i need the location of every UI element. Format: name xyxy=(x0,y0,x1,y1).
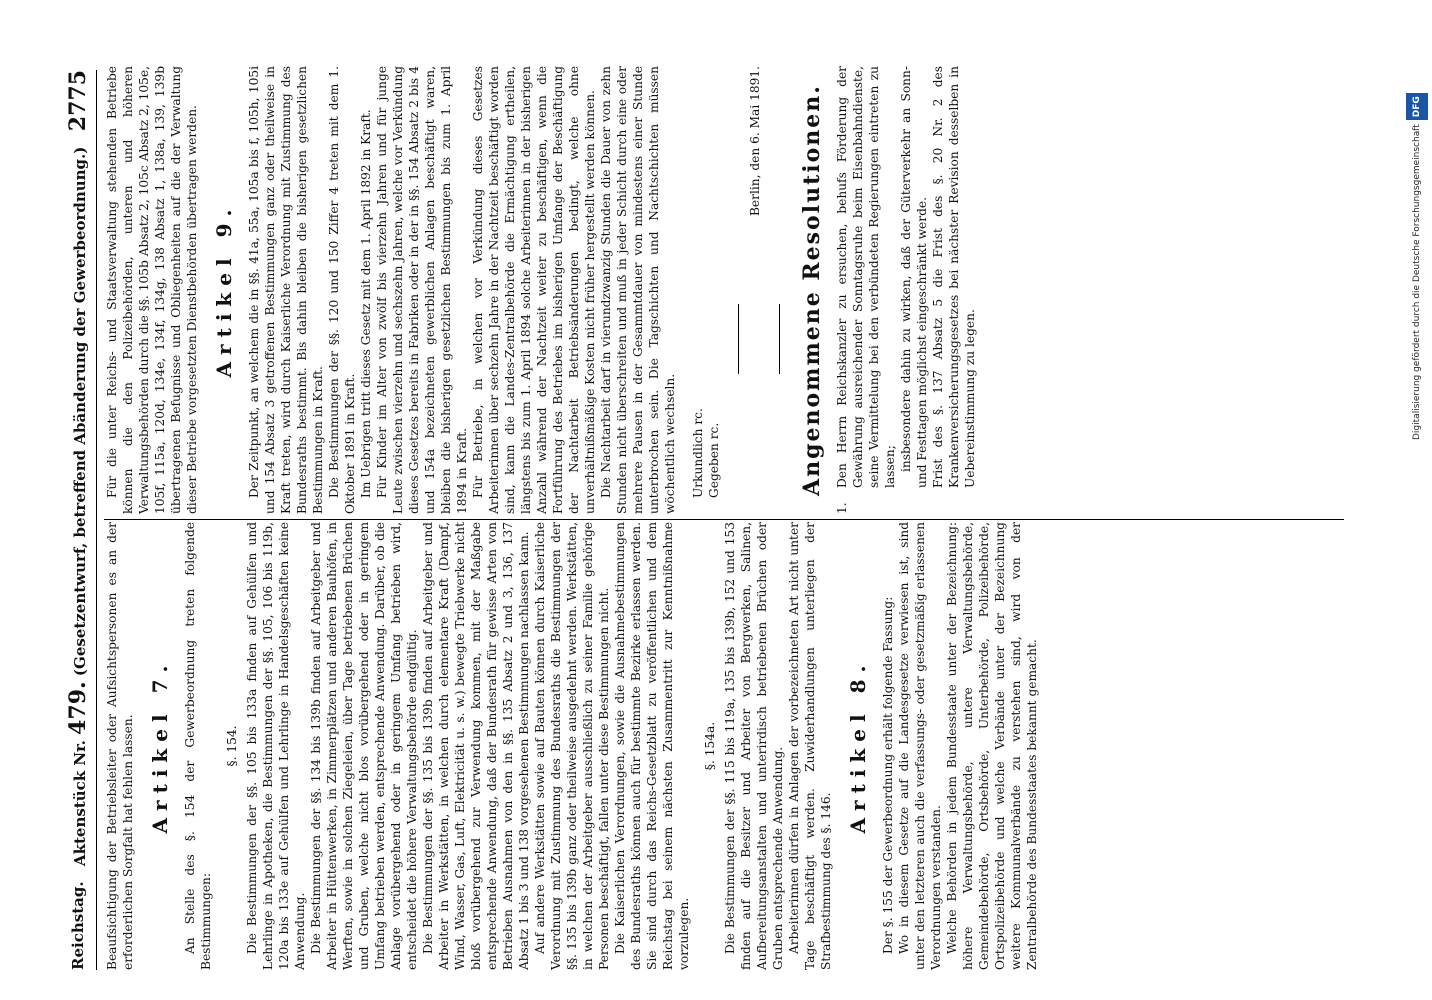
right-p3: Die Bestimmungen der §§. 120 und 150 Ziffer 4 treten mit dem 1. Oktober 1891 in Kraft. xyxy=(327,66,357,514)
resolution-1 xyxy=(834,66,978,514)
resolution-1-b: insbesondere dahin zu wirken, daß der Güterverkehr an Sonn- und Festtagen möglichst eingeschränkt werde. xyxy=(899,66,929,488)
heading-artikel-9: Artikel 9. xyxy=(212,202,236,378)
right-p7: Die Nachtarbeit darf in vierundzwanzig Stunden die Dauer von zehn Stunden nicht überschreiten und muß in jeder Schicht durch eine oder mehrere Pausen in der Gesammtdauer von mindestens einer Stunde unterbrochen sein. Die Tagschichten und Nachtschichten müssen wöchentlich wechseln. xyxy=(599,66,677,514)
right-p2: Der Zeitpunkt, an welchem die in §§. 41a, 55a, 105a bis f, 105h, 105i und 154 Absatz 3 getroffenen Bestimmungen ganz oder theilweise in Kraft treten, wird durch Kaiserliche Verordnung mit Zustimmung des Bundesraths bestimmt. Bis dahin bleiben die bisherigen gesetzlichen Bestimmungen in Kraft. xyxy=(247,66,325,514)
left-column xyxy=(104,522,1354,970)
page-header xyxy=(60,70,96,970)
left-p3: Die Bestimmungen der §§. 105 bis 133a finden auf Gehülfen und Lehrlinge in Apotheken, die Bestimmungen der §§. 105, 106 bis 119b, 120a bis 133e auf Gehülfen und Lehrlinge in Handelsgeschäften keine Anwendung. xyxy=(245,522,307,970)
header-title-number: 479. xyxy=(65,681,91,735)
urkundlich: Urkundlich rc. xyxy=(691,408,705,498)
place-date: Berlin, den 6. Mai 1891. xyxy=(748,66,762,217)
right-p5: Für Kinder im Alter von zwölf bis vierzehn Jahren und für junge Leute zwischen vierzehn und sechszehn Jahren, welche vor Verkündung dieses Gesetzes bereits in Fabriken oder in der in §§. 154 Absatz 2 bis 4 und 154a bezeichneten gewerblichen Anlagen beschäftigt waren, bleiben die bisherigen gesetzlichen Bestimmungen bis zum 1. April 1894 in Kraft. xyxy=(375,66,469,514)
right-p4: Im Uebrigen tritt dieses Gesetz mit dem 1. April 1892 in Kraft. xyxy=(359,109,373,498)
left-p12: Welche Behörden in jedem Bundesstaate unter der Bezeichnung: höhere Verwaltungsbehörde, untere Verwaltungsbehörde, Gemeindebehörde, Ortsbehörde, Unterbehörde, Polizeibehörde, Ortspolizeibehörde und welche Verbände unter der Bezeichnung weitere Kommunalverbände zu verstehen sind, wird von der Zentralbehörde des Bundesstaates bekannt gemacht. xyxy=(945,522,1039,970)
right-column xyxy=(104,66,1354,514)
left-p5: Die Bestimmungen der §§. 135 bis 139b finden auf Arbeitgeber und Arbeiter in Werkstätten, in welchen durch elementare Kraft (Dampf, Wind, Wasser, Gas, Luft, Elektricität u. s. w.) bewegte Triebwerke nicht bloß vorübergehend zur Verwendung kommen, mit der Maßgabe entsprechende Anwendung, daß der Bundesrath für gewisse Arten von Betrieben Ausnahmen von den in §§. 135 Absatz 2 und 3, 136, 137 Absatz 1 bis 3 und 138 vorgesehenen Bestimmungen nachlassen kann. xyxy=(421,522,531,970)
resolution-1-number: 1. xyxy=(835,502,849,514)
left-p9: Arbeiterinnen dürfen in Anlagen der vorbezeichneten Art nicht unter Tage beschäftigt werden. Zuwiderhandlungen unterliegen der Strafbestimmung des §. 146. xyxy=(787,522,833,970)
left-p1: Beaufsichtigung der Betriebsleiter oder Aufsichtspersonen es an der erforderlichen Sorgfalt hat fehlen lassen. xyxy=(105,522,135,970)
header-rule xyxy=(96,70,97,970)
left-p6: Auf andere Werkstätten sowie auf Bauten können durch Kaiserliche Verordnung mit Zustimmung des Bundesraths die Bestimmungen der §§. 135 bis 139b ganz oder theilweise ausgedehnt werden. Werkstätten, in welchen der Arbeitgeber ausschließlich zu seiner Familie gehörige Personen beschäftigt, fallen unter diese Bestimmungen nicht. xyxy=(533,522,611,970)
right-p1: Für die unter Reichs- und Staatsverwaltung stehenden Betriebe können die den Polizeibehörden, unteren und höheren Verwaltungsbehörden durch die §§. 105b Absatz 2, 105c Absatz 2, 105e, 105f, 115a, 120d, 134e, 134f, 134g, 138 Absatz 1, 138a, 139, 139b übertragenen Befugnisse und Obliegenheiten auf die der Verwaltung dieser Betriebe vorgesetzten Dienstbehörden übertragen werden. xyxy=(105,66,199,514)
resolution-1-c: Frist des §. 137 Absatz 5 die Frist des §. 20 Nr. 2 des Krankenversicherungsgesetzes bei nächster Revision desselben in Uebereinstimmung zu legen. xyxy=(931,66,977,488)
resolution-1-text xyxy=(834,66,978,488)
left-p4: Die Bestimmungen der §§. 134 bis 139b finden auf Arbeitgeber und Arbeiter in Hüttenwerken, in Zimmerplätzen und anderen Bauhöfen, in Werften, sowie in solchen Ziegeleien, über Tage betriebenen Brüchen und Gruben, welche nicht blos vorübergehend oder in geringem Umfang betrieben werden, entsprechende Anwendung. Darüber, ob die Anlage vorübergehend oder in geringem Umfang betrieben wird, entscheidet die höhere Verwaltungsbehörde endgültig. xyxy=(309,522,419,970)
left-p8: Die Bestimmungen der §§. 115 bis 119a, 135 bis 139b, 152 und 153 finden auf die Besitzer und Arbeiter von Bergwerken, Salinen, Aufbereitungsanstalten und unterirdisch betriebenen Brüchen oder Gruben entsprechende Anwendung. xyxy=(723,522,785,970)
digitization-note-text: Digitalisierung gefördert durch die Deutsche Forschungsgemeinschaft xyxy=(1412,124,1422,440)
dfg-logo: DFG xyxy=(1406,93,1428,120)
header-title-rest: (Gesetzentwurf, betreffend Abänderung der Gewerbeordnung.) xyxy=(71,146,89,677)
signature-line xyxy=(738,304,739,374)
left-p11: Wo in diesem Gesetze auf die Landesgesetze verwiesen ist, sind unter den letzteren auch die verfassungs- oder gesetzmäßig erlassenen Verordnungen verstanden. xyxy=(897,522,943,970)
column-separator xyxy=(104,519,1344,520)
left-p7: Die Kaiserlichen Verordnungen, sowie die Ausnahmebestimmungen des Bundesraths können auch für bestimmte Bezirke erlassen werden. Sie sind durch das Reichs-Gesetzblatt zu veröffentlichen und dem Reichstag bei seinem nächsten Zusammentritt zur Kenntnißnahme vorzulegen. xyxy=(613,522,691,970)
header-left: Reichstag. xyxy=(69,881,87,970)
page-number: 2775 xyxy=(65,70,91,132)
left-p10: Der §. 155 der Gewerbeordnung erhält folgende Fassung: xyxy=(881,596,895,954)
resolution-1-a: Den Herrn Reichskanzler zu ersuchen, behufs Förderung der Gewährung ausreichender Sonntagsruhe beim Eisenbahndienste, seine Vermittelung bei den verbündeten Regierungen eintreten zu lassen; xyxy=(835,66,897,488)
heading-resolutionen: Angenommene Resolutionen. xyxy=(799,84,825,496)
section-154: §. 154. xyxy=(225,725,239,767)
signature-line-2 xyxy=(779,304,780,374)
section-154a: §. 154a. xyxy=(703,721,717,771)
heading-artikel-7: Artikel 7. xyxy=(148,658,172,834)
left-p2: An Stelle des §. 154 der Gewerbeordnung treten folgende Bestimmungen: xyxy=(183,522,213,970)
right-p6: Für Betriebe, in welchen vor Verkündung dieses Gesetzes Arbeiterinnen über sechzehn Jahre in der Nachtzeit beschäftigt worden sind, kann die Landes-Zentralbehörde die Ermächtigung ertheilen, längstens bis zum 1. April 1894 solche Arbeiterinnen in der bisherigen Anzahl während der Nachtzeit weiter zu beschäftigen, wenn die Fortführung des Betriebes im bisherigen Umfange der Beschäftigung der Nachtarbeit Betriebsänderungen bedingt, welche ohne unverhältnißmäßige Kosten nicht früher hergestellt werden können. xyxy=(471,66,597,514)
header-title xyxy=(65,131,91,881)
digitization-note xyxy=(1406,10,1426,440)
header-title-prefix: Aktenstück Nr. xyxy=(71,740,89,867)
gegeben: Gegeben rc. xyxy=(707,422,721,498)
heading-artikel-8: Artikel 8. xyxy=(846,658,870,834)
